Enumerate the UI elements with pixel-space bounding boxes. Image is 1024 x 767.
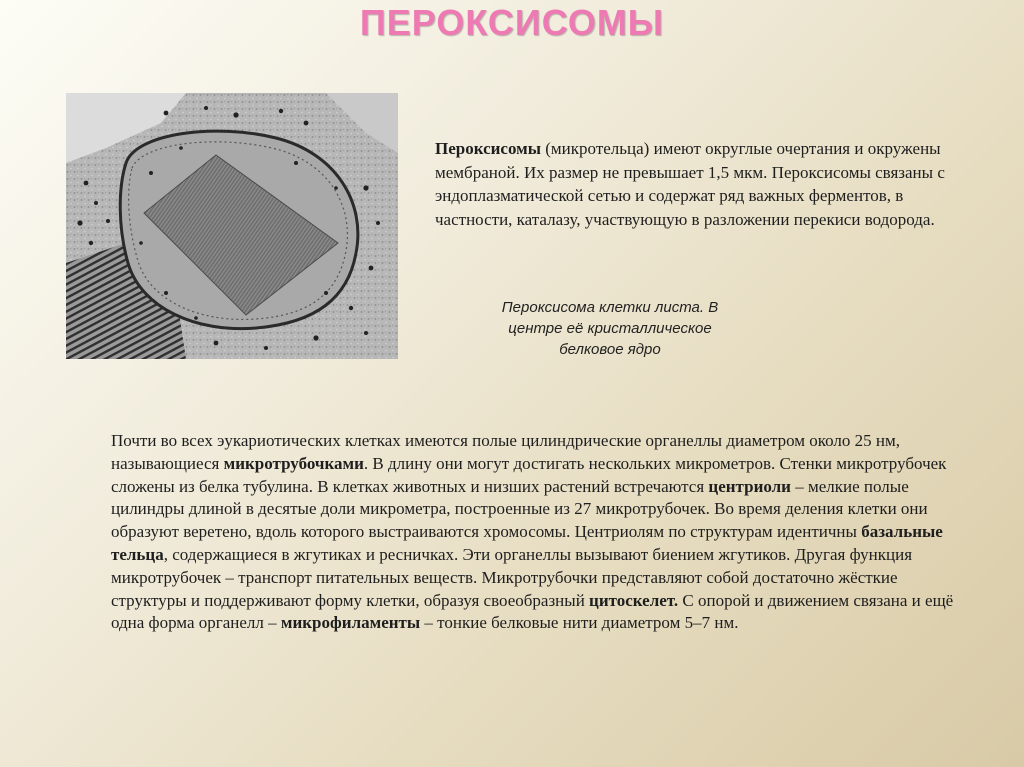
- caption-line-2: центре её кристаллическое: [508, 320, 712, 337]
- term-microtubules: микротрубочками: [223, 453, 364, 473]
- slide-title: ПЕРОКСИСОМЫ: [359, 2, 665, 43]
- term-basal-bodies: базальные тельца: [111, 522, 943, 564]
- term-cytoskeleton: цитоскелет.: [589, 590, 679, 610]
- caption-line-3: белковое ядро: [559, 341, 661, 358]
- peroxisome-text: (микротельца) имеют округлые очертания и окружены мембраной. Их размер не превышает 1,5 мкм. Пероксисомы связаны с эндоплазматической сетью и содержат ряд важных ферментов, в частности, каталазу, участвующую в разложении перекиси водорода.: [435, 139, 945, 229]
- microtubules-paragraph: [111, 430, 971, 635]
- paragraph-text: – тонкие белковые нити диаметром 5–7 нм.: [420, 613, 739, 633]
- paragraph-text: Почти во всех эукариотических клетках имеются полые цилиндрические органеллы диаметром около 25 нм, называющиеся: [111, 431, 901, 473]
- term-centrioles: центриоли: [708, 476, 791, 496]
- peroxisome-term: Пероксисомы: [435, 139, 542, 158]
- paragraph-text: – мелкие полые цилиндры длиной в десятые доли микрометра, построенные из 27 микротрубочек. Во время деления клетки они образуют веретено, вдоль которого выстраиваются хромосомы. Центриолям по структурам идентичны: [111, 476, 928, 542]
- caption-line-1: Пероксисома клетки листа. В: [501, 299, 719, 316]
- paragraph-text: С опорой и движением связана и ещё одна форма органелл –: [111, 590, 954, 633]
- image-caption: [460, 297, 760, 360]
- peroxisome-description: [435, 137, 955, 231]
- peroxisome-micrograph: [66, 93, 398, 359]
- term-microfilaments: микрофиламенты: [280, 613, 421, 633]
- paragraph-text: , содержащиеся в жгутиках и ресничках. Эти органеллы вызывают биением жгутиков. Другая функция микротрубочек – транспорт питательных веществ. Микротрубочки представляют собой достаточно жёсткие структуры и поддерживают форму клетки, образуя своеобразный: [111, 544, 913, 610]
- paragraph-text: . В длину они могут достигать нескольких микрометров. Стенки микротрубочек сложены из белка тубулина. В клетках животных и низших растений встречаются: [111, 453, 947, 496]
